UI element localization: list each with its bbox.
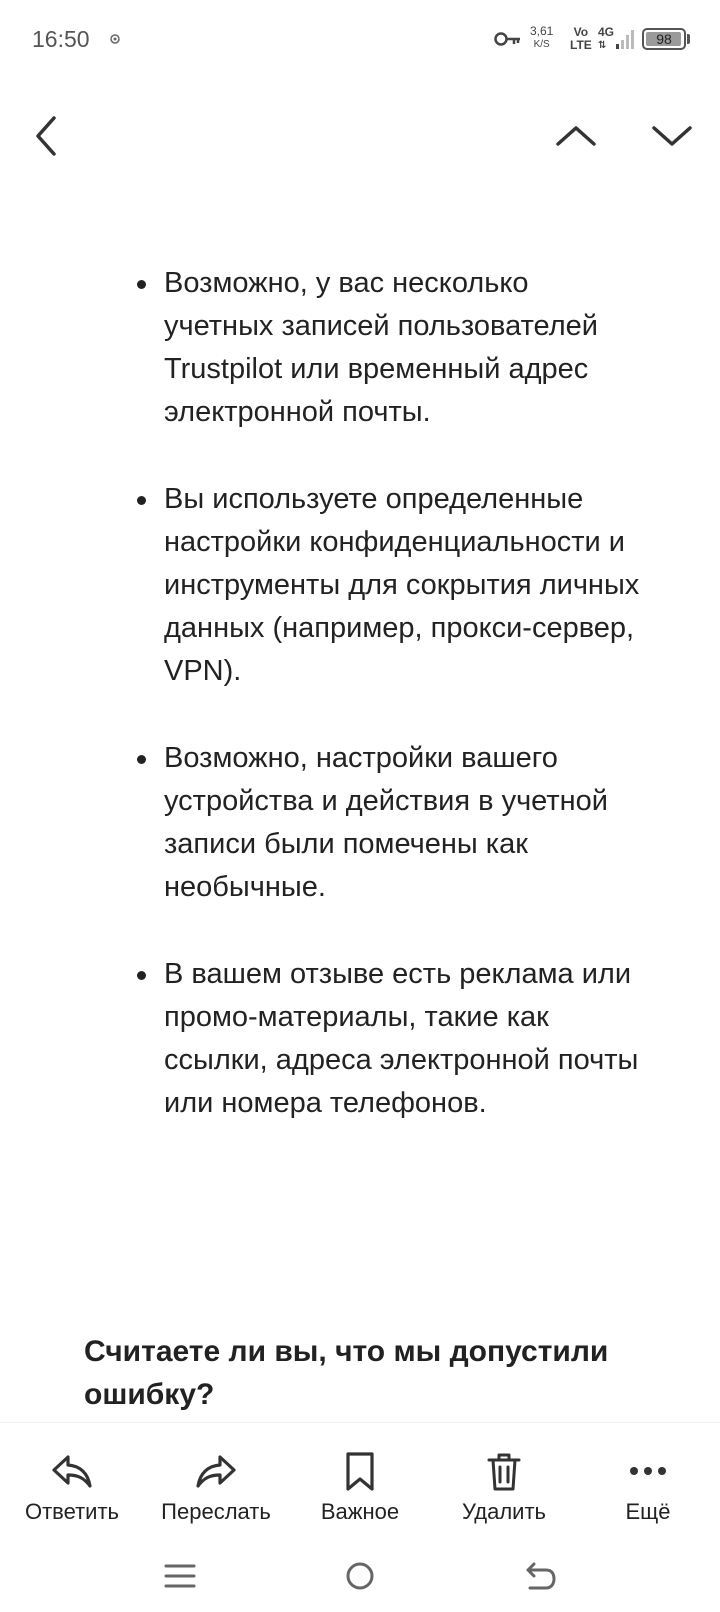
status-bar: [0, 0, 720, 80]
message-action-bar: [0, 1422, 720, 1539]
reply-button[interactable]: [2, 1423, 142, 1533]
forward-button[interactable]: [146, 1423, 286, 1533]
bullet-item: [164, 262, 644, 434]
back-button[interactable]: [26, 110, 70, 162]
bullet-text: Вы используете определенные настройки конфиденциальности и инструменты для сокрытия личных данных (например, прокси-сервер, VPN).: [164, 483, 640, 687]
bullet-dot: [137, 755, 146, 764]
delete-button[interactable]: [434, 1423, 574, 1533]
important-button[interactable]: [290, 1423, 430, 1533]
reply-label: Ответить: [24, 1499, 120, 1524]
vpn-key-icon: [494, 30, 522, 48]
delete-label: Удалить: [462, 1499, 546, 1524]
bullet-dot: [137, 496, 146, 505]
important-label: Важное: [320, 1499, 400, 1524]
next-message-button[interactable]: [648, 116, 696, 156]
network-speed: [530, 25, 553, 51]
data-arrows-icon: ⇅: [598, 40, 607, 51]
network-type: [598, 26, 614, 52]
more-label: Ещё: [625, 1499, 671, 1524]
network-speed-unit: K/S: [533, 39, 550, 50]
network-speed-value: 3,61: [530, 24, 554, 38]
bullet-item: [164, 737, 644, 909]
reply-icon: [50, 1451, 94, 1491]
bullet-list: [0, 262, 720, 1125]
more-button[interactable]: [578, 1423, 718, 1533]
volte-bottom: LTE: [570, 38, 592, 52]
more-dots-icon: [626, 1451, 670, 1491]
notification-gear-icon: [108, 32, 122, 46]
home-icon[interactable]: [338, 1554, 382, 1598]
forward-label: Переслать: [161, 1499, 271, 1524]
bullet-dot: [137, 280, 146, 289]
battery-icon: [642, 28, 686, 50]
section-heading: Считаете ли вы, что мы допустили ошибку?: [84, 1335, 609, 1411]
status-time: 16:50: [32, 26, 90, 52]
bullet-text: В вашем отзыве есть реклама или промо-материалы, такие как ссылки, адреса электронной почты или номера телефонов.: [164, 958, 639, 1119]
bullet-item: [164, 953, 644, 1125]
volte-top: Vo: [573, 25, 589, 39]
bullet-dot: [137, 971, 146, 980]
trash-icon: [485, 1451, 523, 1493]
system-navigation-bar: [0, 1540, 720, 1612]
forward-icon: [194, 1451, 238, 1491]
volte-indicator: [570, 26, 592, 52]
network-type-label: 4G: [598, 25, 615, 39]
signal-strength-icon: [616, 28, 636, 50]
back-icon[interactable]: [518, 1554, 562, 1598]
bullet-text: Возможно, у вас несколько учетных записей пользователей Trustpilot или временный адрес электронной почты.: [164, 267, 598, 428]
battery-tip: [687, 34, 690, 44]
menu-icon[interactable]: [158, 1554, 202, 1598]
bullet-text: Возможно, настройки вашего устройства и действия в учетной записи были помечены как необычные.: [164, 742, 608, 903]
battery-level: 98: [656, 31, 672, 47]
message-body: [0, 262, 720, 1169]
bullet-item: [164, 478, 644, 693]
previous-message-button[interactable]: [552, 116, 600, 156]
bookmark-icon: [342, 1451, 378, 1493]
